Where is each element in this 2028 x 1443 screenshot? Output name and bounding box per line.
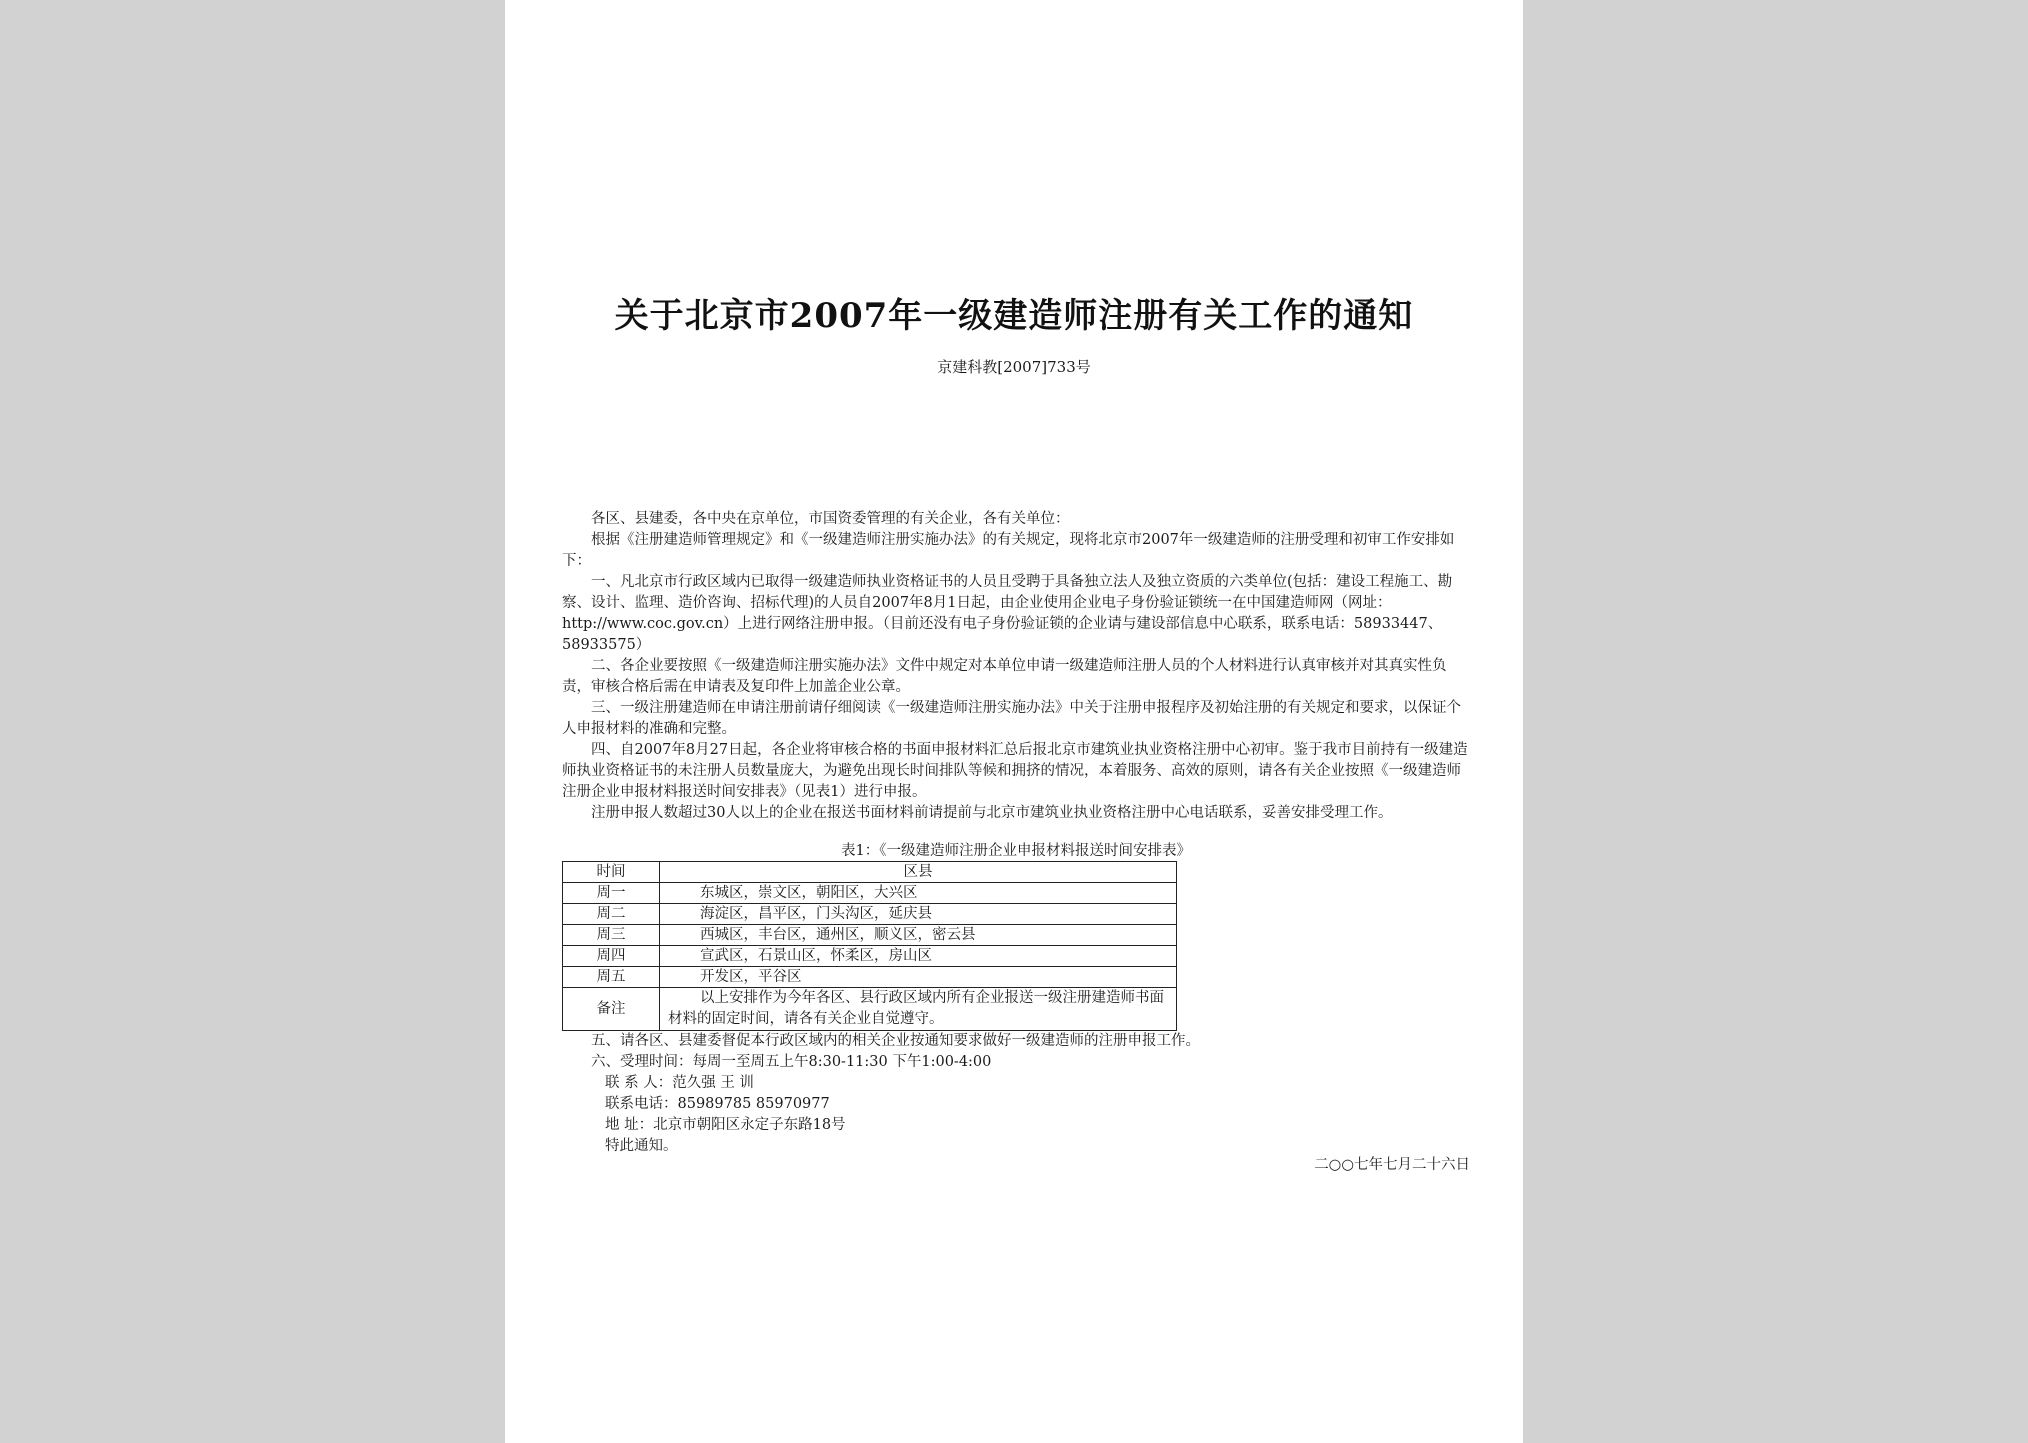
- table-row: [563, 904, 1177, 925]
- table-remark-label: 备注: [563, 988, 660, 1031]
- table-remark-text: 以上安排作为今年各区、县行政区域内所有企业报送一级注册建造师书面材料的固定时间，请各有关企业自觉遵守。: [660, 988, 1177, 1031]
- table-remark-row: [563, 988, 1177, 1031]
- salutation: 各区、县建委，各中央在京单位，市国资委管理的有关企业，各有关单位：: [591, 511, 1070, 527]
- paragraph-6: 六、受理时间：每周一至周五上午8:30-11:30 下午1:00-4:00: [591, 1054, 992, 1070]
- table-cell-day: 周四: [563, 946, 660, 967]
- table-cell-districts: 西城区，丰台区，通州区，顺义区，密云县: [660, 925, 1177, 946]
- intro-paragraph: 根据《注册建造师管理规定》和《一级建造师注册实施办法》的有关规定，现将北京市2007年一级建造师的注册受理和初审工作安排如下：: [562, 532, 1455, 569]
- paragraph-1: 一、凡北京市行政区域内已取得一级建造师执业资格证书的人员且受聘于具备独立法人及独立资质的六类单位(包括：建设工程施工、勘察、设计、监理、造价咨询、招标代理)的人员自2007年8月1日起，由企业使用企业电子身份验证锁统一在中国建造师网（网址：http://www.coc.gov.cn）上进行网络注册申报。（目前还没有电子身份验证锁的企业请与建设部信息中心联系，联系电话：58933447、58933575）: [562, 574, 1453, 653]
- paragraph-5: 五、请各区、县建委督促本行政区域内的相关企业按通知要求做好一级建造师的注册申报工作。: [591, 1033, 1200, 1049]
- table-cell-day: 周三: [563, 925, 660, 946]
- table-cell-districts: 海淀区，昌平区，门头沟区，延庆县: [660, 904, 1177, 925]
- document-date: 二○○七年七月二十六日: [1314, 1157, 1470, 1173]
- table-cell-districts: 宣武区，石景山区，怀柔区，房山区: [660, 946, 1177, 967]
- table-header-district: 区县: [660, 862, 1177, 883]
- table-caption: 表1：《一级建造师注册企业申报材料报送时间安排表》: [841, 843, 1191, 859]
- table-cell-districts: 东城区，崇文区，朝阳区，大兴区: [660, 883, 1177, 904]
- table-cell-districts: 开发区，平谷区: [660, 967, 1177, 988]
- paragraph-note: 注册申报人数超过30人以上的企业在报送书面材料前请提前与北京市建筑业执业资格注册中心电话联系，妥善安排受理工作。: [591, 805, 1393, 821]
- table-row: [563, 925, 1177, 946]
- table-row: [563, 967, 1177, 988]
- document-page: [505, 0, 1523, 1443]
- table-header-row: [563, 862, 1177, 883]
- table-cell-day: 周二: [563, 904, 660, 925]
- document-number: 京建科教[2007]733号: [937, 358, 1091, 376]
- document-title: 关于北京市2007年一级建造师注册有关工作的通知: [614, 296, 1414, 336]
- table-header-time: 时间: [563, 862, 660, 883]
- table-cell-day: 周一: [563, 883, 660, 904]
- contact-phone: 联系电话：85989785 85970977: [605, 1096, 830, 1112]
- table-row: [563, 946, 1177, 967]
- table-row: [563, 883, 1177, 904]
- contact-address: 地 址：北京市朝阳区永定子东路18号: [605, 1117, 846, 1133]
- paragraph-2: 二、各企业要按照《一级建造师注册实施办法》文件中规定对本单位申请一级建造师注册人员的个人材料进行认真审核并对其真实性负责，审核合格后需在申请表及复印件上加盖企业公章。: [562, 658, 1447, 695]
- paragraph-3: 三、一级注册建造师在申请注册前请仔细阅读《一级建造师注册实施办法》中关于注册申报程序及初始注册的有关规定和要求，以保证个人申报材料的准确和完整。: [562, 700, 1461, 737]
- schedule-table: [562, 861, 1177, 1031]
- contact-person: 联 系 人：范久强 王 训: [605, 1075, 754, 1091]
- paragraph-4: 四、自2007年8月27日起，各企业将审核合格的书面申报材料汇总后报北京市建筑业执业资格注册中心初审。鉴于我市目前持有一级建造师执业资格证书的未注册人员数量庞大，为避免出现长时间排队等候和拥挤的情况，本着服务、高效的原则，请各有关企业按照《一级建造师注册企业申报材料报送时间安排表》（见表1）进行申报。: [562, 742, 1468, 800]
- closing-line: 特此通知。: [605, 1138, 678, 1154]
- table-cell-day: 周五: [563, 967, 660, 988]
